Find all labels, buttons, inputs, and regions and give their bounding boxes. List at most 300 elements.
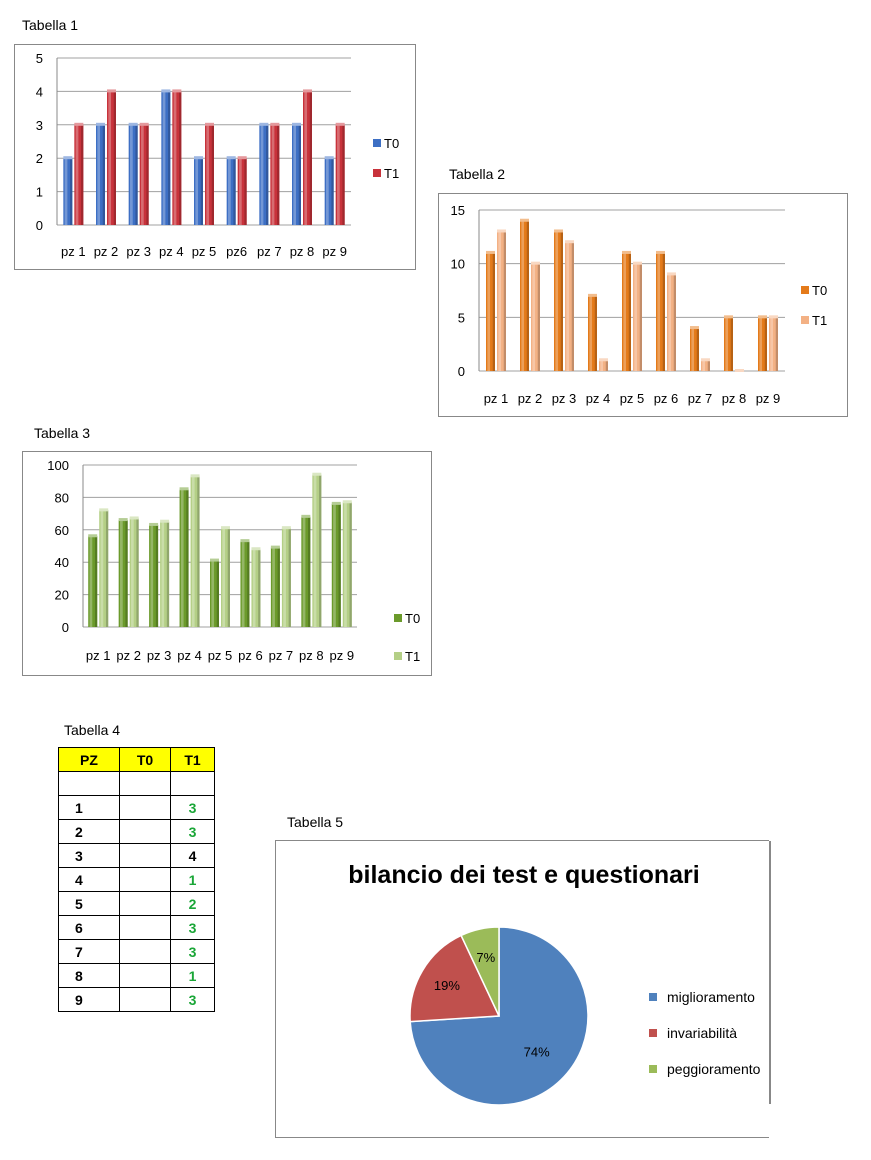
bar-highlight bbox=[759, 317, 762, 371]
x-tick-label: pz 5 bbox=[207, 648, 233, 663]
bar-t1-3 bbox=[160, 520, 169, 627]
x-tick-label: pz 7 bbox=[268, 648, 294, 663]
bar-top bbox=[259, 123, 268, 126]
y-tick-label: 5 bbox=[35, 51, 43, 66]
bar-highlight bbox=[101, 510, 104, 627]
bar-shadow bbox=[504, 231, 506, 371]
bar-top bbox=[191, 474, 200, 477]
bar-top bbox=[332, 502, 341, 505]
legend-label-1: miglioramento bbox=[667, 989, 755, 1005]
bar-t0-3 bbox=[129, 123, 138, 225]
table-row bbox=[59, 844, 215, 868]
cell-pz: 4 bbox=[59, 868, 120, 892]
bar-top bbox=[282, 526, 291, 529]
bar-highlight bbox=[532, 264, 535, 371]
bar-top bbox=[690, 326, 699, 329]
chart-title: bilancio dei test e questionari bbox=[348, 861, 700, 889]
chart-2-frame bbox=[438, 193, 848, 417]
bar-highlight bbox=[272, 125, 275, 225]
bar-highlight bbox=[130, 125, 133, 225]
bar-top bbox=[343, 500, 352, 503]
bar-shadow bbox=[168, 91, 170, 225]
chart-2 bbox=[439, 194, 849, 418]
bar-top bbox=[270, 123, 279, 126]
bar-highlight bbox=[691, 328, 694, 371]
y-tick-label: 15 bbox=[450, 203, 465, 218]
bar-shadow bbox=[70, 158, 72, 225]
legend-swatch-t1 bbox=[394, 652, 402, 660]
bar-top bbox=[336, 123, 345, 126]
table-row bbox=[59, 964, 215, 988]
bar-t1-2 bbox=[531, 262, 540, 371]
bar-top bbox=[88, 534, 97, 537]
bar-t0-1 bbox=[486, 251, 495, 371]
table-row bbox=[59, 892, 215, 916]
caption-tabella-1: Tabella 1 bbox=[22, 17, 79, 33]
x-tick-label: pz 4 bbox=[585, 391, 611, 406]
bar-highlight bbox=[222, 528, 225, 627]
x-tick-label: pz 5 bbox=[191, 244, 217, 259]
chart-3 bbox=[23, 452, 433, 677]
bar-t0-7 bbox=[259, 123, 268, 225]
table-row bbox=[59, 940, 215, 964]
y-tick-label: 1 bbox=[35, 184, 43, 200]
bar-t1-8 bbox=[303, 89, 312, 225]
bar-highlight bbox=[163, 91, 166, 225]
bar-top bbox=[724, 315, 733, 318]
legend-swatch-t1 bbox=[373, 169, 381, 177]
cell-t0 bbox=[120, 892, 171, 916]
bar-shadow bbox=[527, 221, 529, 371]
bar-top bbox=[129, 123, 138, 126]
x-tick-label: pz 4 bbox=[159, 244, 184, 259]
bar-highlight bbox=[344, 502, 347, 627]
bar-t1-7 bbox=[701, 358, 710, 371]
caption-tabella-4: Tabella 4 bbox=[64, 722, 121, 738]
x-tick-label: pz 8 bbox=[289, 244, 315, 259]
bar-top bbox=[554, 229, 563, 232]
legend-swatch-t1 bbox=[801, 316, 809, 324]
bar-t1-9 bbox=[769, 315, 778, 371]
legend-label-t1: T1 bbox=[384, 166, 400, 181]
bar-highlight bbox=[108, 91, 111, 225]
x-tick-label: pz 8 bbox=[299, 648, 324, 663]
y-tick-label: 80 bbox=[54, 490, 69, 506]
bar-shadow bbox=[125, 520, 127, 627]
chart-3-frame bbox=[22, 451, 432, 676]
bar-t1-9 bbox=[343, 500, 352, 627]
bar-highlight bbox=[623, 253, 626, 371]
bar-highlight bbox=[498, 231, 501, 371]
bar-top bbox=[656, 251, 665, 254]
bar-t0-2 bbox=[119, 518, 128, 627]
bar-t0-6 bbox=[227, 156, 236, 225]
legend-swatch-1 bbox=[649, 993, 657, 1001]
x-tick-label: pz 9 bbox=[322, 244, 347, 259]
bar-highlight bbox=[600, 360, 603, 371]
bar-t1-1 bbox=[497, 229, 506, 371]
table-header-row bbox=[59, 748, 215, 772]
cell-pz: 3 bbox=[59, 844, 120, 868]
cell-t1: 4 bbox=[171, 844, 215, 868]
bar-shadow bbox=[629, 253, 631, 371]
bar-top bbox=[161, 89, 170, 92]
cell-t0 bbox=[120, 868, 171, 892]
y-tick-label: 0 bbox=[457, 364, 465, 379]
bar-highlight bbox=[770, 317, 773, 371]
bar-top bbox=[325, 156, 334, 159]
bar-top bbox=[99, 508, 108, 511]
bar-top bbox=[160, 520, 169, 523]
bar-top bbox=[271, 546, 280, 549]
bar-t0-2 bbox=[96, 123, 105, 225]
cell-t0 bbox=[120, 796, 171, 820]
column-header-pz: PZ bbox=[59, 748, 120, 772]
bar-top bbox=[633, 262, 642, 265]
bar-top bbox=[96, 123, 105, 126]
legend-label-t0: T0 bbox=[405, 611, 421, 626]
bar-top bbox=[520, 219, 529, 222]
bar-highlight bbox=[90, 536, 93, 627]
bar-shadow bbox=[595, 296, 597, 371]
legend-swatch-t0 bbox=[801, 286, 809, 294]
bar-top bbox=[301, 515, 310, 518]
x-tick-label: pz 2 bbox=[93, 244, 119, 259]
bar-t0-1 bbox=[88, 534, 97, 627]
bar-shadow bbox=[342, 125, 344, 225]
bar-highlight bbox=[181, 489, 184, 627]
bar-highlight bbox=[303, 517, 306, 627]
x-tick-label: pz 3 bbox=[551, 391, 577, 406]
y-tick-label: 100 bbox=[47, 458, 69, 473]
table-row bbox=[59, 916, 215, 940]
bar-top bbox=[74, 123, 83, 126]
bar-t0-7 bbox=[271, 546, 280, 627]
bar-shadow bbox=[561, 231, 563, 371]
bar-shadow bbox=[258, 549, 260, 627]
bar-highlight bbox=[337, 125, 340, 225]
bar-shadow bbox=[217, 561, 219, 627]
bar-t1-4 bbox=[172, 89, 181, 225]
bar-shadow bbox=[776, 317, 778, 371]
bar-highlight bbox=[702, 360, 705, 371]
bar-top bbox=[63, 156, 72, 159]
bar-shadow bbox=[308, 517, 310, 627]
bar-shadow bbox=[136, 518, 138, 627]
bar-highlight bbox=[242, 541, 245, 627]
column-header-t0: T0 bbox=[120, 748, 171, 772]
bar-t0-9 bbox=[758, 315, 767, 371]
bar-highlight bbox=[293, 125, 296, 225]
bar-highlight bbox=[555, 231, 558, 371]
bar-highlight bbox=[192, 476, 195, 627]
bar-top bbox=[486, 251, 495, 254]
bar-t0-4 bbox=[588, 294, 597, 371]
bar-shadow bbox=[212, 125, 214, 225]
bar-top bbox=[292, 123, 301, 126]
bar-shadow bbox=[156, 525, 158, 627]
table-row bbox=[59, 820, 215, 844]
bar-top bbox=[251, 547, 260, 550]
bar-shadow bbox=[289, 528, 291, 627]
bar-top bbox=[130, 516, 139, 519]
chart-5-frame bbox=[275, 840, 769, 1138]
pie-value-label: 19% bbox=[433, 978, 460, 994]
x-tick-label: pz 7 bbox=[257, 244, 282, 259]
bar-shadow bbox=[146, 125, 148, 225]
bar-shadow bbox=[277, 125, 279, 225]
bar-t0-3 bbox=[554, 229, 563, 371]
bar-top bbox=[119, 518, 128, 521]
bar-shadow bbox=[310, 91, 312, 225]
y-tick-label: 5 bbox=[457, 310, 465, 326]
bar-t1-2 bbox=[130, 516, 139, 627]
legend-label-2: invariabilità bbox=[667, 1025, 738, 1041]
y-tick-label: 10 bbox=[450, 256, 465, 272]
chart-1 bbox=[15, 45, 417, 271]
cell-pz: 6 bbox=[59, 916, 120, 940]
bar-shadow bbox=[731, 317, 733, 371]
bar-shadow bbox=[135, 125, 137, 225]
bar-top bbox=[758, 315, 767, 318]
bar-highlight bbox=[131, 518, 134, 627]
cell-pz: 5 bbox=[59, 892, 120, 916]
bar-t0-8 bbox=[724, 315, 733, 371]
x-tick-label: pz 4 bbox=[177, 648, 202, 663]
x-tick-label: pz 3 bbox=[146, 648, 172, 663]
bar-highlight bbox=[725, 317, 728, 371]
bar-shadow bbox=[266, 125, 268, 225]
pie-value-label: 7% bbox=[476, 949, 496, 965]
bar-highlight bbox=[304, 91, 307, 225]
x-tick-label: pz 2 bbox=[517, 391, 543, 406]
table-row bbox=[59, 868, 215, 892]
cell-pz bbox=[59, 772, 120, 796]
table-row bbox=[59, 988, 215, 1012]
bar-top bbox=[194, 156, 203, 159]
bar-highlight bbox=[272, 548, 275, 627]
bar-t1-6 bbox=[251, 547, 260, 627]
bar-top bbox=[180, 487, 189, 490]
bar-shadow bbox=[247, 541, 249, 627]
caption-tabella-5: Tabella 5 bbox=[287, 814, 344, 830]
bar-highlight bbox=[195, 158, 198, 225]
bar-shadow bbox=[103, 125, 105, 225]
bar-highlight bbox=[314, 475, 317, 627]
bar-highlight bbox=[634, 264, 637, 371]
bar-highlight bbox=[239, 158, 242, 225]
bar-shadow bbox=[319, 475, 321, 627]
column-header-t1: T1 bbox=[171, 748, 215, 772]
bar-shadow bbox=[95, 536, 97, 627]
bar-shadow bbox=[663, 253, 665, 371]
bar-top bbox=[599, 358, 608, 361]
bar-top bbox=[701, 358, 710, 361]
bar-t1-7 bbox=[270, 123, 279, 225]
bar-t1-1 bbox=[99, 508, 108, 627]
pie-value-label: 74% bbox=[523, 1044, 550, 1060]
bar-t1-6 bbox=[238, 156, 247, 225]
bar-top bbox=[588, 294, 597, 297]
cell-pz: 8 bbox=[59, 964, 120, 988]
x-tick-label: pz 7 bbox=[687, 391, 713, 406]
x-tick-label: pz 9 bbox=[755, 391, 781, 406]
legend-swatch-3 bbox=[649, 1065, 657, 1073]
bar-t0-4 bbox=[161, 89, 170, 225]
bar-highlight bbox=[657, 253, 660, 371]
x-tick-label: pz 8 bbox=[721, 391, 747, 406]
bar-shadow bbox=[708, 360, 710, 371]
bar-highlight bbox=[206, 125, 209, 225]
legend-label-t1: T1 bbox=[812, 313, 828, 328]
bar-top bbox=[303, 89, 312, 92]
x-tick-label: pz 1 bbox=[483, 391, 509, 406]
table-row bbox=[59, 796, 215, 820]
cell-t1: 1 bbox=[171, 964, 215, 988]
bar-t0-5 bbox=[194, 156, 203, 225]
x-tick-label: pz 6 bbox=[238, 648, 263, 663]
y-tick-label: 0 bbox=[61, 620, 69, 635]
bar-t1-7 bbox=[282, 526, 291, 627]
bar-t0-6 bbox=[656, 251, 665, 371]
bar-highlight bbox=[211, 561, 214, 627]
cell-t0 bbox=[120, 988, 171, 1012]
legend-swatch-t0 bbox=[373, 139, 381, 147]
bar-shadow bbox=[167, 522, 169, 627]
bar-highlight bbox=[589, 296, 592, 371]
bar-top bbox=[227, 156, 236, 159]
bar-top bbox=[735, 369, 744, 372]
legend-label-t0: T0 bbox=[384, 136, 400, 151]
x-tick-label: pz 9 bbox=[329, 648, 355, 663]
chart-1-frame bbox=[14, 44, 416, 270]
bar-t1-4 bbox=[191, 474, 200, 627]
bar-t1-5 bbox=[221, 526, 230, 627]
bar-t0-8 bbox=[292, 123, 301, 225]
bar-shadow bbox=[350, 502, 352, 627]
cell-t1: 2 bbox=[171, 892, 215, 916]
bar-shadow bbox=[572, 242, 574, 371]
bar-shadow bbox=[640, 264, 642, 371]
bar-shadow bbox=[674, 274, 676, 371]
bar-t0-8 bbox=[301, 515, 310, 627]
cell-t1: 3 bbox=[171, 820, 215, 844]
bar-t0-4 bbox=[180, 487, 189, 627]
y-tick-label: 20 bbox=[54, 587, 69, 603]
bar-highlight bbox=[161, 522, 164, 627]
cell-t1: 3 bbox=[171, 940, 215, 964]
cell-t0 bbox=[120, 820, 171, 844]
cell-pz: 7 bbox=[59, 940, 120, 964]
x-tick-label: pz 5 bbox=[619, 391, 645, 406]
cell-pz: 1 bbox=[59, 796, 120, 820]
bar-shadow bbox=[106, 510, 108, 627]
bar-t1-4 bbox=[599, 358, 608, 371]
bar-t0-7 bbox=[690, 326, 699, 371]
bar-t0-2 bbox=[520, 219, 529, 371]
x-tick-label: pz 1 bbox=[61, 244, 86, 259]
cell-t1 bbox=[171, 772, 215, 796]
bar-highlight bbox=[326, 158, 329, 225]
bar-top bbox=[149, 523, 158, 526]
bar-highlight bbox=[521, 221, 524, 371]
y-tick-label: 4 bbox=[35, 84, 43, 100]
y-tick-label: 40 bbox=[54, 555, 69, 571]
cell-t0 bbox=[120, 772, 171, 796]
x-tick-label: pz6 bbox=[226, 244, 248, 259]
data-table bbox=[58, 747, 215, 1012]
bar-shadow bbox=[765, 317, 767, 371]
x-tick-label: pz 6 bbox=[653, 391, 679, 406]
cell-pz: 2 bbox=[59, 820, 120, 844]
bar-top bbox=[172, 89, 181, 92]
bar-top bbox=[622, 251, 631, 254]
bar-t1-2 bbox=[107, 89, 116, 225]
bar-t1-8 bbox=[735, 369, 744, 372]
bar-top bbox=[240, 539, 249, 542]
bar-t0-5 bbox=[622, 251, 631, 371]
bar-t1-3 bbox=[565, 240, 574, 371]
bar-t1-6 bbox=[667, 272, 676, 371]
bar-top bbox=[238, 156, 247, 159]
bar-t1-5 bbox=[205, 123, 214, 225]
cell-t0 bbox=[120, 940, 171, 964]
bar-t1-1 bbox=[74, 123, 83, 225]
x-tick-label: pz 1 bbox=[85, 648, 111, 663]
bar-highlight bbox=[174, 91, 177, 225]
bar-highlight bbox=[120, 520, 123, 627]
bar-top bbox=[205, 123, 214, 126]
bar-shadow bbox=[179, 91, 181, 225]
y-tick-label: 0 bbox=[35, 218, 43, 233]
bar-t0-9 bbox=[325, 156, 334, 225]
bar-shadow bbox=[233, 158, 235, 225]
bar-shadow bbox=[299, 125, 301, 225]
cell-t0 bbox=[120, 916, 171, 940]
bar-top bbox=[107, 89, 116, 92]
bar-shadow bbox=[228, 528, 230, 627]
bar-shadow bbox=[697, 328, 699, 371]
bar-t1-5 bbox=[633, 262, 642, 371]
bar-shadow bbox=[114, 91, 116, 225]
bar-shadow bbox=[186, 489, 188, 627]
bar-shadow bbox=[339, 504, 341, 627]
bar-highlight bbox=[261, 125, 264, 225]
bar-top bbox=[565, 240, 574, 243]
cell-pz: 9 bbox=[59, 988, 120, 1012]
x-tick-label: pz 2 bbox=[116, 648, 141, 663]
bar-t0-1 bbox=[63, 156, 72, 225]
bar-highlight bbox=[566, 242, 569, 371]
bar-highlight bbox=[668, 274, 671, 371]
bar-t1-3 bbox=[140, 123, 149, 225]
bar-shadow bbox=[606, 360, 608, 371]
cell-t0 bbox=[120, 844, 171, 868]
cell-t1: 3 bbox=[171, 988, 215, 1012]
legend-swatch-2 bbox=[649, 1029, 657, 1037]
legend-label-t0: T0 bbox=[812, 283, 828, 298]
bar-highlight bbox=[283, 528, 286, 627]
bar-top bbox=[497, 229, 506, 232]
bar-highlight bbox=[141, 125, 144, 225]
legend-label-3: peggioramento bbox=[667, 1061, 761, 1077]
bar-shadow bbox=[201, 158, 203, 225]
bar-shadow bbox=[538, 264, 540, 371]
caption-tabella-3: Tabella 3 bbox=[34, 425, 91, 441]
bar-highlight bbox=[228, 158, 231, 225]
bar-shadow bbox=[244, 158, 246, 225]
bar-t0-3 bbox=[149, 523, 158, 627]
